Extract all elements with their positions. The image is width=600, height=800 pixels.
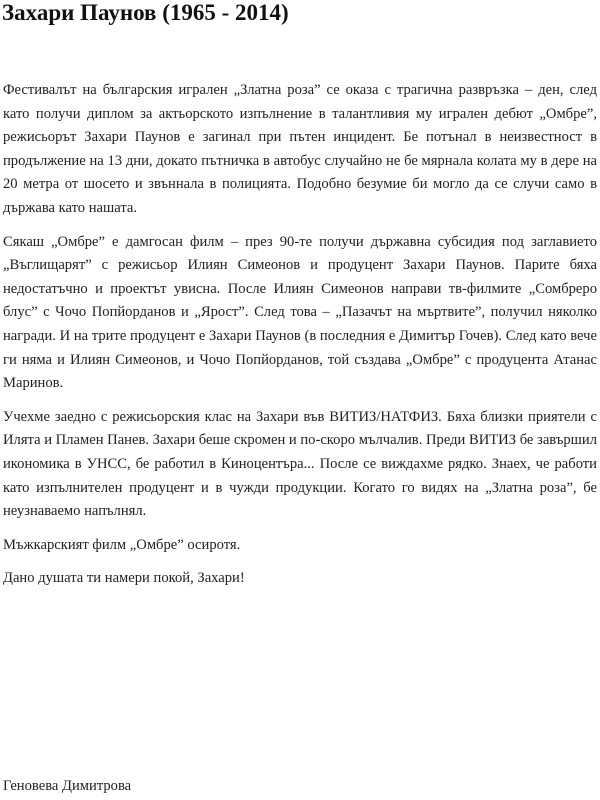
paragraph-orphaned-film: Мъжкарският филм „Омбре” осиротя.	[3, 536, 241, 553]
paragraph-ombre-history: Сякаш „Омбре” е дамгосан филм – през 90-те получи държавна субсидия под заглавието „Въглищарят” с режисьор Илиян Симеонов и продуцент Захари Паунов. Парите бяха недостатъчно и проектът увисна. После Илиян Симеонов направи тв-филмите „Сомбреро блус” с Чочо Попйорданов и „Ярост”. След това – „Пазачът на мъртвите”, получил няколко награди. И на трите продуцент е Захари Паунов (в последния е Димитър Гочев). След като вече ги няма и Илиян Симеонов, и Чочо Попйорданов, той създава „Омбре” с продуцента Атанас Маринов.	[3, 233, 597, 392]
paragraph-festival: Фестивалът на българския игрален „Златна роза” се оказа с трагична развръзка – ден, след като получи диплом за актьорското изпълнение в талантливия му игрален дебют „Омбре”, режисьорът Захари Паунов е загинал при пътен инцидент. Бе потънал в неизвестност в продължение на 13 дни, докато пътничка в автобус случайно не бе мярнала колата му в дере на 20 метра от шосето и звъннала в полицията. Подобно безумие би могло да се случи само в държава като нашата.	[3, 82, 597, 216]
article-body	[3, 79, 597, 601]
paragraph-farewell: Дано душата ти намери покой, Захари!	[3, 570, 245, 587]
author-signature: Геновева Димитрова	[3, 778, 132, 794]
page-title: Захари Паунов (1965 - 2014)	[2, 0, 289, 25]
paragraph-memories: Учехме заедно с режисьорския клас на Захари във ВИТИЗ/НАТФИЗ. Бяха близки приятели с Илята и Пламен Панев. Захари беше скромен и по-скоро мълчалив. Преди ВИТИЗ бе завършил икономика в УНСС, бе работил в Киноцентъра... После се виждахме рядко. Знаех, че работи като изпълнителен продуцент и в чужди продукции. Когато го видях на „Златна роза”, бе неузнаваемо напълнял.	[3, 408, 597, 520]
